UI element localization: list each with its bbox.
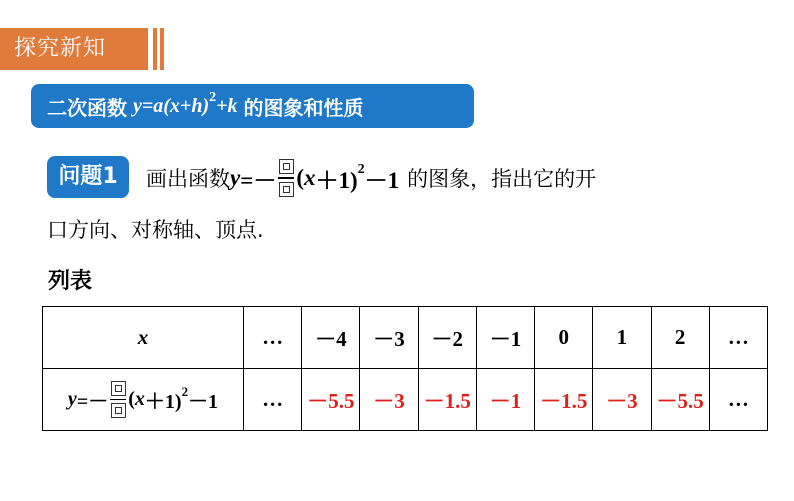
question-badge: 问题1 [47, 156, 129, 198]
section-tag-stripe [160, 28, 164, 70]
list-title: 列表 [48, 269, 93, 294]
y-cell: －1 [476, 369, 534, 431]
table-row-y [43, 369, 768, 431]
topic-formula: y=a(x+h) $^2$ +k [133, 90, 238, 117]
y-cell: －3 [360, 369, 418, 431]
y-cell: －5.5 [651, 369, 709, 431]
x-cell: … [244, 307, 302, 369]
question-lead: 画出函数 [146, 167, 230, 191]
fn-header-cell: y =－ ( x ＋1) $^2$ －1 [43, 369, 244, 431]
numerator-glyph-icon [279, 159, 294, 174]
y-cell: … [244, 369, 302, 431]
fraction-glyph [110, 381, 126, 419]
y-cell: －5.5 [302, 369, 360, 431]
question-text-line2: 口方向、对称轴、顶点. [47, 218, 264, 242]
y-cell: －3 [593, 369, 651, 431]
value-table [42, 306, 768, 431]
x-cell: －1 [476, 307, 534, 369]
denominator-glyph-icon [279, 182, 294, 197]
x-cell: －2 [418, 307, 476, 369]
x-header-cell: x [43, 307, 244, 369]
table-row-x [43, 307, 768, 369]
section-tag-stripe [153, 28, 157, 70]
denominator-glyph-icon [111, 403, 126, 418]
fraction-glyph [278, 159, 294, 197]
topic-banner [31, 84, 474, 128]
topic-suffix: 的图象和性质 [243, 95, 364, 120]
y-cell: －1.5 [535, 369, 593, 431]
section-tag [0, 28, 148, 70]
x-cell: －3 [360, 307, 418, 369]
question-trail: 的图象，指出它的开 [407, 167, 597, 191]
y-cell: －1.5 [418, 369, 476, 431]
x-cell: －4 [302, 307, 360, 369]
y-cell: … [709, 369, 767, 431]
section-title: 探究新知 [14, 36, 107, 61]
x-cell: 1 [593, 307, 651, 369]
question-formula: y =－ ( x ＋1) $^2$ －1 [230, 159, 399, 197]
question-text-line1 [146, 150, 596, 206]
x-cell: 2 [651, 307, 709, 369]
x-cell: … [709, 307, 767, 369]
x-cell: 0 [535, 307, 593, 369]
topic-prefix: 二次函数 [47, 95, 127, 120]
numerator-glyph-icon [111, 381, 126, 396]
